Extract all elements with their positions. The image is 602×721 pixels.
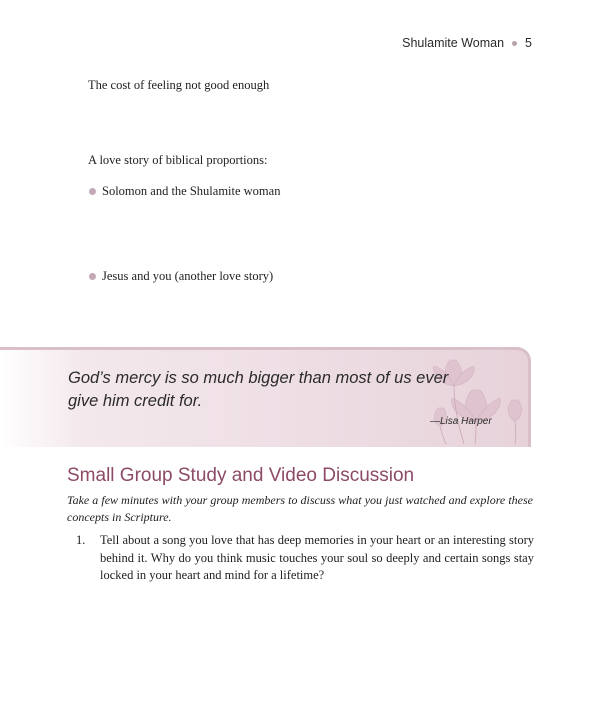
- pull-quote-author: —Lisa Harper: [430, 416, 492, 427]
- separator-dot-icon: [512, 41, 517, 46]
- bullet-dot-icon: [89, 188, 96, 195]
- bullet-dot-icon: [89, 273, 96, 280]
- section-title: Small Group Study and Video Discussion: [67, 465, 415, 486]
- section-intro: Take a few minutes with your group members to discuss what you just watched and explore these concepts in Scripture.: [67, 493, 533, 524]
- running-head: [402, 36, 532, 50]
- note-line-love-story: A love story of biblical proportions:: [88, 153, 268, 167]
- question-number: 1.: [76, 533, 86, 547]
- bullet-item: [89, 269, 273, 284]
- bullet-item: [89, 184, 280, 199]
- pull-quote-text: God’s mercy is so much bigger than most of us ever give him credit for.: [68, 369, 449, 410]
- question-item: [76, 532, 534, 585]
- question-text: Tell about a song you love that has deep memories in your heart or an interesting story behind it. Why do you think music touches your soul so deeply and certain songs stay locked in your heart and mind for a lifetime?: [100, 533, 534, 582]
- note-line-cost: The cost of feeling not good enough: [88, 78, 270, 92]
- running-head-title: Shulamite Woman: [402, 36, 505, 50]
- bullet-label: Solomon and the Shulamite woman: [102, 184, 281, 198]
- bullet-label: Jesus and you (another love story): [102, 269, 274, 283]
- page-number: 5: [525, 36, 532, 50]
